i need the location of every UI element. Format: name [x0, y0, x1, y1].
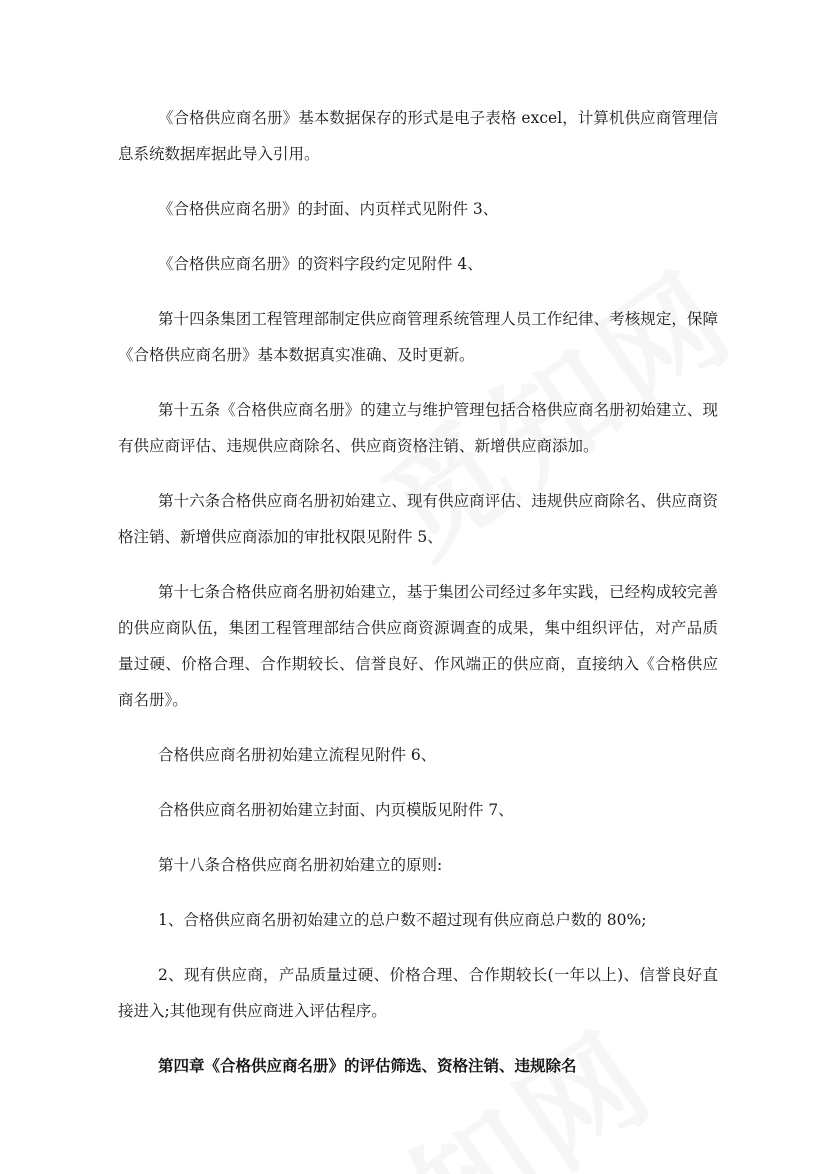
paragraph-initial-template: 合格供应商名册初始建立封面、内页模版见附件 7、	[158, 801, 514, 819]
chapter-heading: 第四章《合格供应商名册》的评估筛选、资格注销、违规除名	[158, 1057, 577, 1075]
paragraph-article-14: 第十四条集团工程管理部制定供应商管理系统管理人员工作纪律、考核规定，保障《合格供应商名册》基本数据真实准确、及时更新。	[118, 310, 718, 364]
paragraph-cover-style: 《合格供应商名册》的封面、内页样式见附件 3、	[158, 200, 499, 218]
paragraph-principle-1: 1、合格供应商名册初始建立的总户数不超过现有供应商总户数的 80%;	[158, 911, 647, 929]
paragraph-principle-2: 2、现有供应商，产品质量过硬、价格合理、合作期较长(一年以上)、信誉良好直接进入;其他现有供应商进入评估程序。	[118, 966, 718, 1020]
paragraph-article-17: 第十七条合格供应商名册初始建立，基于集团公司经过多年实践，已经构成较完善的供应商队伍，集团工程管理部结合供应商资源调查的成果，集中组织评估，对产品质量过硬、价格合理、合作期较长、信誉良好、作风端正的供应商，直接纳入《合格供应商名册》。	[118, 583, 718, 709]
paragraph-article-18: 第十八条合格供应商名册初始建立的原则:	[158, 856, 443, 874]
paragraph-article-16: 第十六条合格供应商名册初始建立、现有供应商评估、违规供应商除名、供应商资格注销、新增供应商添加的审批权限见附件 5、	[118, 492, 718, 546]
paragraph-storage-format: 《合格供应商名册》基本数据保存的形式是电子表格 excel，计算机供应商管理信息系统数据库据此导入引用。	[118, 109, 718, 163]
paragraph-field-convention: 《合格供应商名册》的资料字段约定见附件 4、	[158, 255, 483, 273]
paragraph-article-15: 第十五条《合格供应商名册》的建立与维护管理包括合格供应商名册初始建立、现有供应商评估、违规供应商除名、供应商资格注销、新增供应商添加。	[118, 401, 718, 455]
document-body	[118, 100, 718, 1103]
paragraph-initial-process: 合格供应商名册初始建立流程见附件 6、	[158, 746, 437, 764]
